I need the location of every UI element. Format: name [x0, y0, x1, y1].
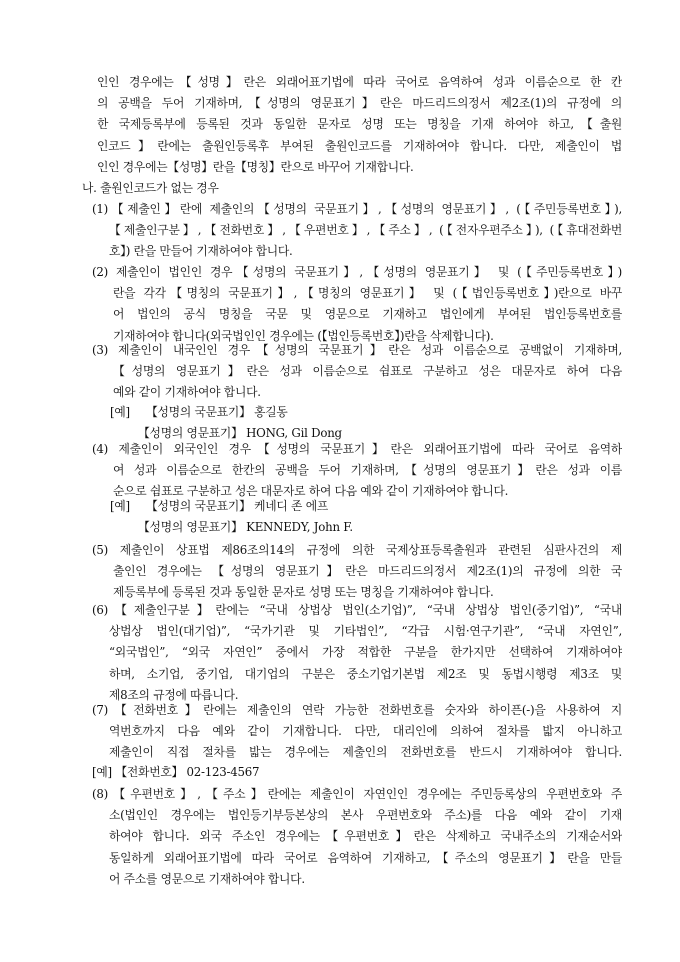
field-label: 【성명의 영문표기】: [138, 520, 243, 535]
item-2: [92, 262, 622, 347]
text-line: 예와 같이 기재하여야 합니다.: [113, 385, 261, 400]
example-row: [110, 402, 610, 423]
text-line: 인인 경우에는【성명】란을【명칭】란으로 바꾸어 기재합니다.: [97, 159, 414, 174]
text-line: 출인인 경우에는 【성명의 영문표기】란은 마드리드의정서 제2조(1)의 규정에 의한 국: [113, 564, 622, 579]
text-line: 동일하게 외래어표기법에 따라 국어로 음역하여 기재하고,【주소의 영문표기】란을 만들: [109, 850, 622, 865]
text-line: (1)【제출인】란에 제출인의【성명의 국문표기】,【성명의 영문표기】, (【주민등록번호】),: [92, 202, 622, 216]
text-line: (6)【제출인구분】란에는 “국내 상법상 법인(소기업)”, “국내 상법상 법인(중기업)”, “국내: [92, 603, 622, 617]
text-line: 제등록부에 등록된 것과 동일한 문자로 성명 또는 명칭을 기재하여야 합니다.: [113, 585, 494, 600]
text-line: 순으로 쉼표로 구분하고 성은 대문자로 하여 다음 예와 같이 기재하여야 합니다.: [113, 484, 509, 499]
field-label: 【성명의 국문표기】: [146, 405, 251, 419]
section-heading-text: 나. 출원인코드가 없는 경우: [82, 181, 219, 195]
item-8: [92, 784, 622, 890]
field-value: 케네디 존 에프: [254, 499, 328, 513]
text-line: (4) 제출인이 외국인인 경우【성명의 국문표기】란은 외래어표기법에 따라 국어로 음역하: [92, 442, 622, 456]
example-tag: [예]: [110, 405, 130, 419]
text-line: 【성명의 영문표기】란은 성과 이름순으로 쉼표로 구분하고 성은 대문자로 하여 다음: [113, 364, 622, 379]
text-line: 상법상 법인(대기업)”, “국가기관 및 기타법인”, “각급 시험·연구기관”, “국내 자연인”,: [109, 624, 622, 639]
text-line: 어 법인의 공식 명칭을 국문 및 영문으로 기재하고 법인에게 부여된 법인등록번호를: [113, 307, 622, 322]
intro-paragraph: [97, 72, 622, 178]
field-label: 【성명의 영문표기】: [138, 426, 243, 441]
item-5: [92, 540, 622, 604]
text-line: 기재하여야 합니다(외국법인인 경우에는 (【법인등록번호】)란을 삭제합니다).: [113, 328, 494, 343]
text-line: (2) 제출인이 법인인 경우【성명의 국문표기】,【성명의 영문표기】 및 (【주민등록번호】): [92, 265, 622, 279]
text-line: 역번호까지 다음 예와 같이 기재합니다. 다만, 대리인에 의하여 절차를 밟지 아니하고: [109, 724, 622, 739]
text-line: 하여야 합니다. 외국 주소인 경우에는【우편번호】란은 삭제하고 국내주소의 기재순서와: [109, 829, 622, 844]
example-tag: [예]: [110, 499, 130, 513]
example-row: [110, 496, 610, 517]
field-value: 홍길동: [254, 405, 288, 419]
field-label: 【성명의 국문표기】: [146, 499, 251, 513]
item-1: [92, 199, 622, 263]
text-line: 【제출인구분】,【전화번호】,【우편번호】,【주소】, (【전자우편주소】), (【휴대전화번: [109, 223, 622, 238]
example-row: [110, 517, 610, 538]
item-7: [92, 700, 622, 764]
field-value: KENNEDY, John F.: [246, 520, 353, 535]
section-heading: [82, 178, 482, 199]
text-line: 하며, 소기업, 중기업, 대기업의 구분은 중소기업기본법 제2조 및 동법시행령 제3조 및: [109, 666, 622, 681]
item-4: [92, 439, 622, 503]
example-block: [92, 762, 592, 783]
text-line: 인인 경우에는【성명】란은 외래어표기법에 따라 국어로 음역하여 성과 이름순으로 한 칸: [97, 75, 622, 89]
item-3: [92, 340, 622, 404]
text-line: 인코드】란에는 출원인등록후 부여된 출원인코드를 기재하여야 합니다. 다만, 제출인이 법: [97, 138, 622, 153]
text-line: 여 성과 이름순으로 한칸의 공백을 두어 기재하며,【성명의 영문표기】란은 성과 이름: [113, 463, 622, 478]
text-line: 호】) 란을 만들어 기재하여야 합니다.: [109, 244, 293, 259]
text-line: 소(법인인 경우에는 법인등기부등본상의 본사 우편번호와 주소)를 다음 예와 같이 기재: [109, 808, 622, 823]
text-line: 란을 각각【명칭의 국문표기】,【명칭의 영문표기】 및 (【법인등록번호】)란으로 바꾸: [113, 286, 622, 301]
text-line: (5) 제출인이 상표법 제86조의14의 규정에 의한 국제상표등록출원과 관련된 심판사건의 제: [92, 543, 622, 557]
text-line: (3) 제출인이 내국인인 경우【성명의 국문표기】란은 성과 이름순으로 공백없이 기재하며,: [92, 343, 622, 357]
field-value: HONG, Gil Dong: [246, 426, 342, 441]
text-line: 한 국제등록부에 등록된 것과 동일한 문자로 성명 또는 명칭을 기재 하여야 하고,【출원: [97, 117, 622, 132]
text-line: 제출인이 직접 절차를 밟는 경우에는 제출인의 전화번호를 반드시 기재하여야 합니다.: [109, 745, 622, 760]
example-block: [110, 496, 610, 538]
example-row: [예] 【전화번호】 02-123-4567: [92, 765, 260, 779]
text-line: “외국법인”, “외국 자연인” 중에서 가장 적합한 구분을 한가지만 선택하여 기재하여야: [109, 645, 622, 660]
text-line: (8)【우편번호】,【주소】란에는 제출인이 자연인인 경우에는 주민등록상의 우편번호와 주: [92, 787, 622, 801]
text-line: 어 주소를 영문으로 기재하여야 합니다.: [109, 871, 305, 886]
text-line: (7)【전화번호】란에는 제출인의 연락 가능한 전화번호를 숫자와 하이픈(-)을 사용하여 지: [92, 703, 622, 717]
text-line: 제8조의 규정에 따릅니다.: [109, 687, 239, 702]
item-6: [92, 600, 622, 706]
text-line: 의 공백을 두어 기재하며,【성명의 영문표기】란은 마드리드의정서 제2조(1)의 규정에 의: [97, 96, 622, 111]
